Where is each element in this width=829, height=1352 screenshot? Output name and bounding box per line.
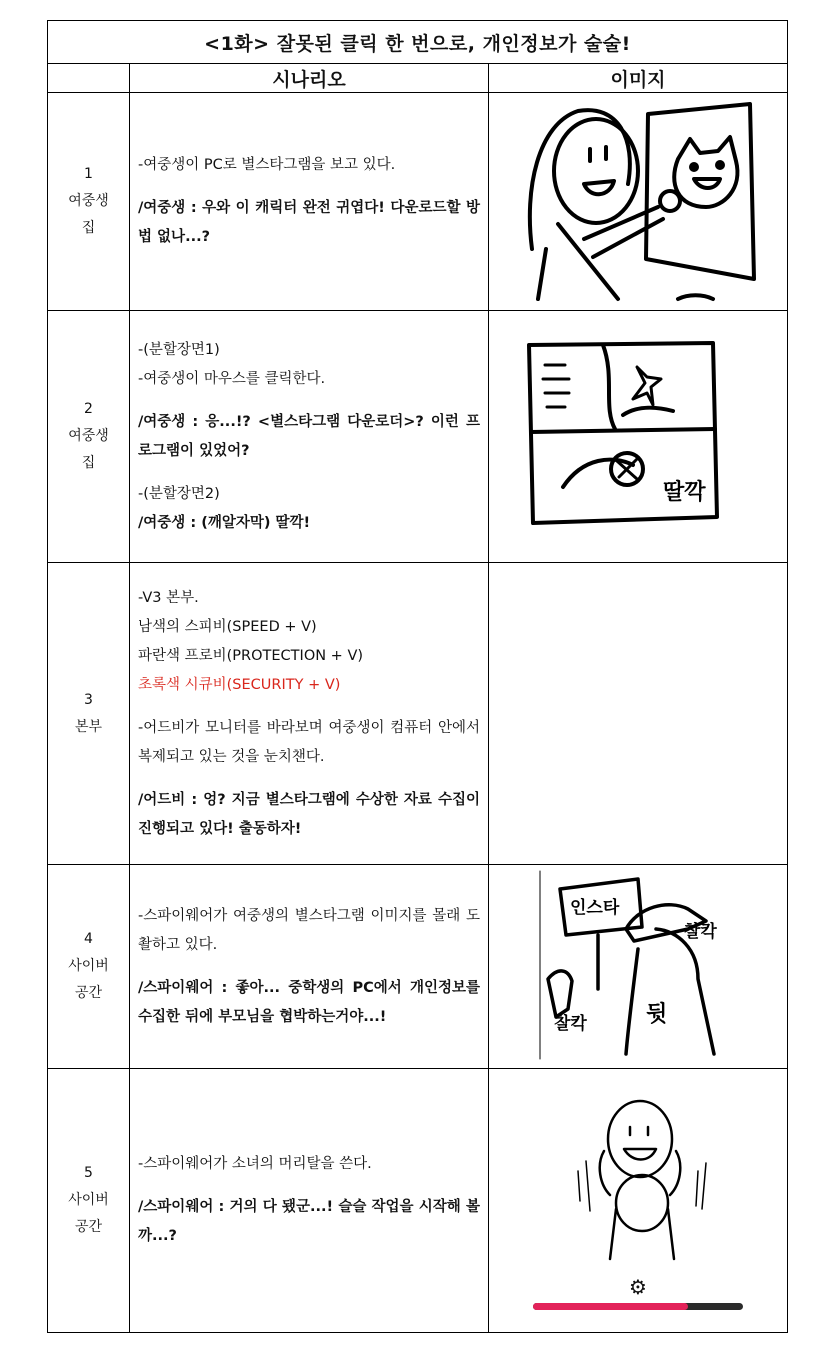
- shutter-text: 찰칵: [554, 1014, 587, 1034]
- action-line: -스파이웨어가 여중생의 별스타그램 이미지를 몰래 도촬하고 있다.: [138, 907, 480, 953]
- monitor-frame: [646, 104, 754, 279]
- scene-place: 집: [81, 220, 96, 236]
- scene-row: [48, 93, 788, 311]
- dialogue-line: /어드비 : 엉? 지금 별스타그램에 수상한 자료 수집이 진행되고 있다! 출동하자!: [138, 791, 480, 837]
- scene-number: 1: [84, 166, 93, 182]
- action-line: 초록색 시큐비(SECURITY + V): [138, 676, 341, 693]
- motion-lines: [578, 1161, 706, 1211]
- hand-holding-camera: [548, 971, 572, 1017]
- action-line: -(분할장면2): [138, 485, 220, 502]
- image-cell: [489, 1069, 788, 1333]
- scene-row: [48, 563, 788, 865]
- image-cell-empty: [489, 563, 788, 865]
- girl-smile: [584, 181, 614, 194]
- mouse-line: [623, 407, 673, 414]
- scene-place: 사이버: [68, 1192, 109, 1208]
- action-line: -스파이웨어가 소녀의 머리탈을 쓴다.: [138, 1156, 372, 1172]
- action-line: 남색의 스피비(SPEED + V): [138, 618, 317, 635]
- dialogue-line: /여중생 : (깨알자막) 딸깍!: [138, 514, 311, 531]
- scene-place: 집: [81, 455, 96, 471]
- action-line: -어드비가 모니터를 바라보며 여중생이 컴퓨터 안에서 복제되고 있는 것을 눈치챈다.: [138, 719, 480, 765]
- dialogue-line: /여중생 : 우와 이 캐릭터 완전 귀엽다! 다운로드할 방법 없나...?: [138, 200, 480, 245]
- scenario-cell: [130, 563, 489, 865]
- scenario-cell: [130, 865, 489, 1069]
- sketch-spyware-mask: [538, 1091, 738, 1261]
- scenario-cell: [130, 311, 489, 563]
- cat-mouth: [694, 179, 720, 188]
- girl-face: [554, 119, 638, 223]
- sound-effect-text: 딸깍: [663, 479, 706, 505]
- shutter-text: 찰칵: [684, 922, 717, 942]
- scene-place: 공간: [74, 985, 103, 1001]
- scene-row: [48, 865, 788, 1069]
- scene-place: 사이버: [68, 958, 109, 974]
- header-image: 이미지: [489, 64, 788, 93]
- body-lines: [538, 224, 618, 299]
- header-row: [48, 64, 788, 93]
- sketch-girl-at-monitor: [518, 99, 758, 304]
- scene-row: [48, 311, 788, 563]
- sketch-spyware-camera: [538, 869, 738, 1064]
- header-scenario: 시나리오: [130, 64, 489, 93]
- scene-number: 5: [84, 1165, 93, 1181]
- scenario-cell: [130, 93, 489, 311]
- line-gap: [138, 180, 480, 194]
- line-gap: [138, 960, 480, 974]
- dialogue-line: /여중생 : 응...!? <별스타그램 다운로더>? 이런 프로그램이 있었어?: [138, 413, 480, 459]
- page-title: <1화> 잘못된 클릭 한 번으로, 개인정보가 술술!: [48, 21, 788, 64]
- mask-face: [608, 1101, 672, 1177]
- action-line: -여중생이 마우스를 클릭한다.: [138, 370, 326, 387]
- line-gap: [138, 700, 480, 714]
- scene-number: 4: [84, 931, 93, 947]
- arm: [584, 207, 663, 257]
- action-line: -(분할장면1): [138, 341, 220, 358]
- sparkle: [633, 367, 661, 405]
- line-gap: [138, 466, 480, 480]
- loading-progress-bar: [533, 1303, 743, 1311]
- scene-place: 여중생: [68, 428, 109, 444]
- image-cell: [489, 865, 788, 1069]
- scene-place: 여중생: [68, 193, 109, 209]
- panel-divider: [531, 429, 715, 432]
- scene-number-cell: [48, 93, 130, 311]
- progress-fill: [533, 1303, 688, 1310]
- scene-place: 공간: [74, 1219, 103, 1235]
- storyboard-table: [47, 20, 788, 1333]
- scene-row: [48, 1069, 788, 1333]
- cat-face: [674, 137, 737, 207]
- chair: [678, 295, 713, 299]
- image-cell: [489, 311, 788, 563]
- sign-text: 인스타: [570, 898, 620, 918]
- mask-smile: [624, 1149, 656, 1160]
- scenario-cell: [130, 1069, 489, 1333]
- gears-icon: ⚙: [629, 1274, 647, 1299]
- burst-edge: [603, 345, 615, 429]
- line-gap: [138, 1179, 480, 1193]
- scene-place: 본부: [74, 718, 103, 735]
- scene-number: 2: [84, 401, 93, 417]
- action-line: -V3 본부.: [138, 589, 199, 606]
- scene-number-cell: [48, 563, 130, 865]
- dialogue-line: /스파이웨어 : 거의 다 됐군...! 슬슬 작업을 시작해 볼까...?: [138, 1199, 480, 1244]
- scene-number-cell: [48, 311, 130, 563]
- image-cell: [489, 93, 788, 311]
- screen-text: [543, 365, 569, 407]
- scene-number-cell: [48, 1069, 130, 1333]
- back-label-text: 뒷: [646, 1002, 668, 1027]
- dialogue-line: /스파이웨어 : 좋아... 중학생의 PC에서 개인정보를 수집한 뒤에 부모님을 협박하는거야...!: [138, 979, 480, 1025]
- body-outline: [626, 929, 714, 1054]
- sketch-split-scene: [523, 337, 753, 537]
- action-line: -여중생이 PC로 별스타그램을 보고 있다.: [138, 157, 396, 173]
- scene-number-cell: [48, 865, 130, 1069]
- body: [616, 1175, 668, 1231]
- line-gap: [138, 772, 480, 786]
- action-line: 파란색 프로비(PROTECTION + V): [138, 647, 364, 664]
- scene-number: 3: [84, 691, 93, 708]
- header-blank: [48, 64, 130, 93]
- line-gap: [138, 394, 480, 408]
